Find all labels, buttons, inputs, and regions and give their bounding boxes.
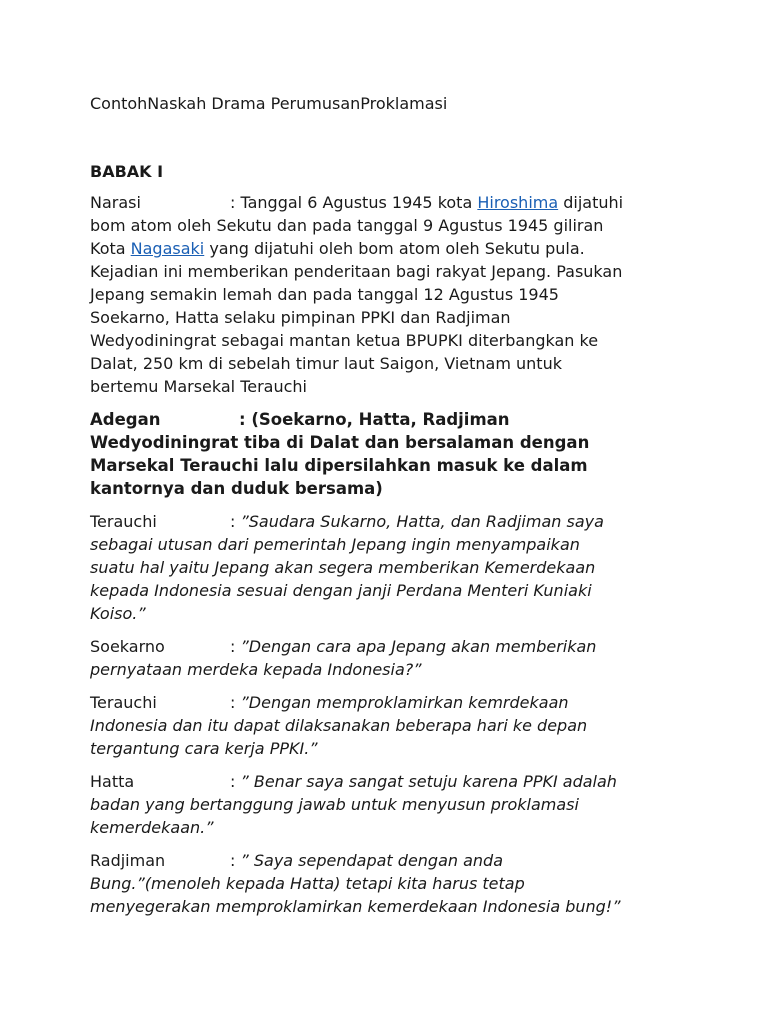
speaker-label: Terauchi xyxy=(90,512,157,531)
dialogue-paragraph: Terauchi : ”Saudara Sukarno, Hatta, dan Radjiman saya sebagai utusan dari pemerintah Jepang ingin menyampaikan suatu hal yaitu Jepang akan segera memberikan Kemerdekaan kepada Indonesia sesuai dengan janji Perdana Menteri Kuniaki Koiso.” xyxy=(90,512,604,623)
dialogue-text: kepada Indonesia sesuai dengan janji Perdana Menteri Kuniaki xyxy=(90,581,592,600)
dialogue-text: Koiso.” xyxy=(90,604,146,623)
dialogue-text: ”Saudara Sukarno, Hatta, dan Radjiman saya xyxy=(240,512,604,531)
dialogue-text: pernyataan merdeka kepada Indonesia?” xyxy=(90,660,422,679)
dialogue-paragraph: Hatta : ” Benar saya sangat setuju karena PPKI adalah badan yang bertanggung jawab untuk menyusun proklamasi kemerdekaan.” xyxy=(90,772,617,837)
speaker-label: Radjiman xyxy=(90,851,166,870)
dialogue-paragraph: Radjiman : ” Saya sependapat dengan anda Bung.”(menoleh kepada Hatta) tetapi kita harus tetap menyegerakan memproklamirkan kemerdekaan Indonesia bung!” xyxy=(90,851,621,916)
dialogue-paragraph: Terauchi : ”Dengan memproklamirkan kemrdekaan Indonesia dan itu dapat dilaksanakan beberapa hari ke depan tergantung cara kerja PPKI.” xyxy=(90,693,588,758)
dialogue-text: tergantung cara kerja PPKI.” xyxy=(90,739,318,758)
dialogue-text: kemerdekaan.” xyxy=(90,818,214,837)
nagasaki-link[interactable]: Nagasaki xyxy=(130,239,205,258)
speaker-label: Adegan xyxy=(90,410,161,429)
document-page xyxy=(90,92,690,928)
dialogue-text: badan yang bertanggung jawab untuk menyusun proklamasi xyxy=(90,795,579,814)
dialogue-list xyxy=(90,510,690,918)
dialogue-text: ” Saya sependapat dengan anda xyxy=(240,851,504,870)
dialogue-text: Indonesia dan itu dapat dilaksanakan beberapa hari ke depan xyxy=(90,716,588,735)
hiroshima-link[interactable]: Hiroshima xyxy=(477,193,559,212)
speaker-label: Terauchi xyxy=(90,693,157,712)
dialogue-paragraph: Soekarno : ”Dengan cara apa Jepang akan memberikan pernyataan merdeka kepada Indonesia?” xyxy=(90,637,597,679)
speaker-label: Hatta xyxy=(90,772,135,791)
dialogue-text: ”Dengan memproklamirkan kemrdekaan xyxy=(240,693,569,712)
act-heading: BABAK I xyxy=(90,162,164,181)
dialogue-text: ” Benar saya sangat setuju karena PPKI adalah xyxy=(240,772,617,791)
scene-direction: Adegan : (Soekarno, Hatta, Radjiman Wedyodiningrat tiba di Dalat dan bersalaman dengan Marsekal Terauchi lalu dipersilahkan masuk ke dalam kantornya dan duduk bersama) xyxy=(90,410,590,498)
speaker-label: Narasi xyxy=(90,193,141,212)
dialogue-text: ”Dengan cara apa Jepang akan memberikan xyxy=(240,637,597,656)
narration-paragraph: Narasi : Tanggal 6 Agustus 1945 kota Hiroshima dijatuhi bom atom oleh Sekutu dan pada tanggal 9 Agustus 1945 giliran Kota Nagasaki yang dijatuhi oleh bom atom oleh Sekutu pula. Kejadian ini memberikan penderitaan bagi rakyat Jepang. Pasukan Jepang semakin lemah dan pada tanggal 12 Agustus 1945 Soekarno, Hatta selaku pimpinan PPKI dan Radjiman Wedyodiningrat sebagai mantan ketua BPUPKI diterbangkan ke Dalat, 250 km di sebelah timur laut Saigon, Vietnam untuk bertemu Marsekal Terauchi xyxy=(90,193,624,396)
dialogue-text: sebagai utusan dari pemerintah Jepang ingin menyampaikan xyxy=(90,535,580,554)
dialogue-text: menyegerakan memproklamirkan kemerdekaan Indonesia bung!” xyxy=(90,897,621,916)
dialogue-text: suatu hal yaitu Jepang akan segera memberikan Kemerdekaan xyxy=(90,558,596,577)
speaker-label: Soekarno xyxy=(90,637,165,656)
document-title: ContohNaskah Drama PerumusanProklamasi xyxy=(90,94,448,113)
dialogue-text: Bung.”(menoleh kepada Hatta) tetapi kita harus tetap xyxy=(90,874,525,893)
